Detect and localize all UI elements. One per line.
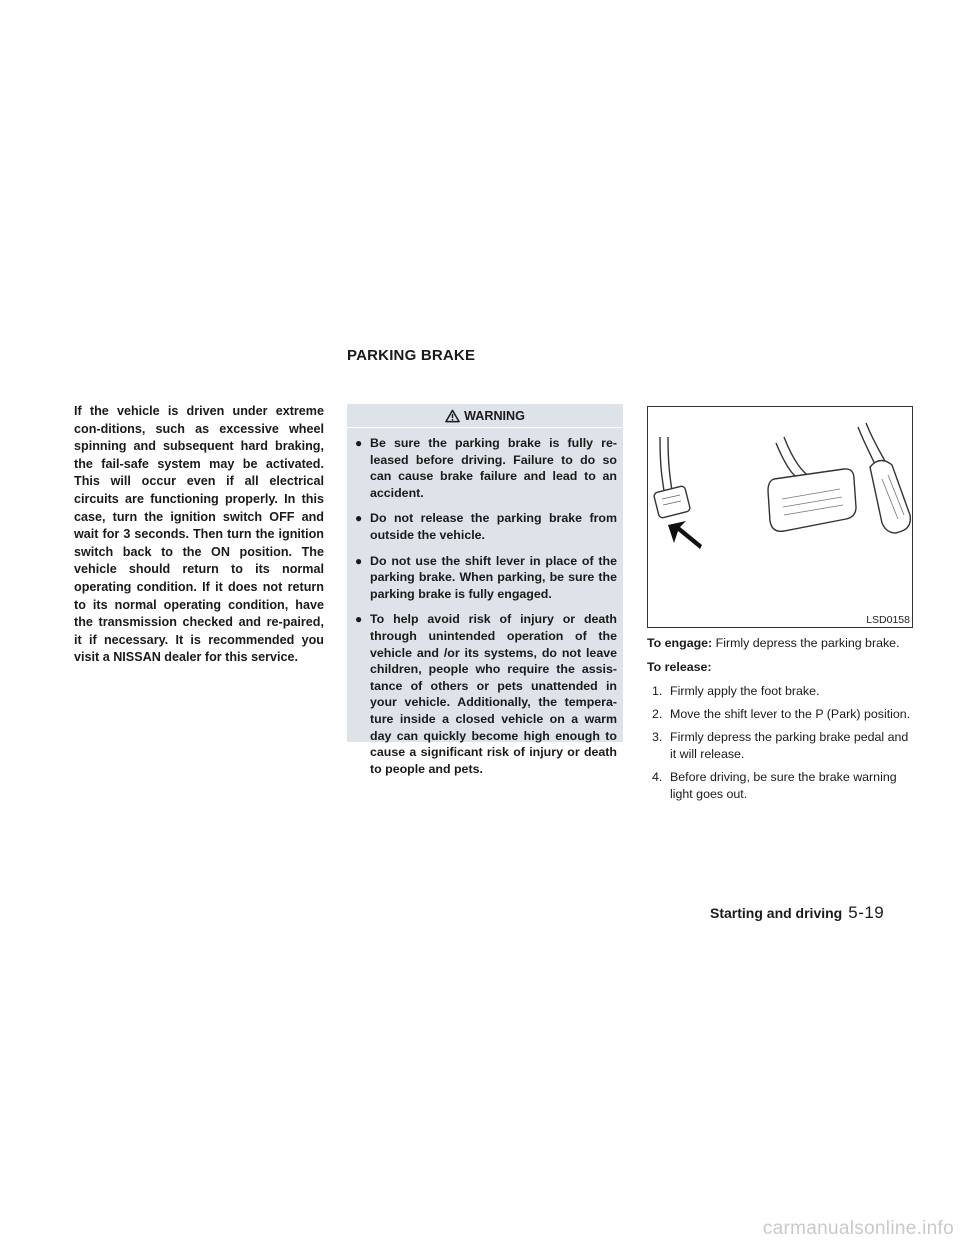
warning-item xyxy=(355,611,617,777)
warning-triangle-icon xyxy=(445,409,460,423)
step-text: Firmly depress the parking brake pedal and it will release. xyxy=(670,730,909,761)
warning-item-text: Do not release the parking brake from outside the vehicle. xyxy=(370,511,617,542)
pedals-drawing xyxy=(648,407,912,627)
bullet-icon: ● xyxy=(355,553,363,568)
warning-item-text: To help avoid risk of injury or death through unintended operation of the vehicle and /or its systems, do not leave children, people who require the assis-tance of others or pets unattended in your vehicle. Additionally, the tempera-ture inside a closed vehicle on a warm day can quickly become high enough to cause a significant risk of injury or death to people and pets. xyxy=(370,612,617,776)
release-step xyxy=(652,729,915,763)
engage-label: To engage: xyxy=(647,636,713,650)
bullet-icon: ● xyxy=(355,511,363,526)
instructions xyxy=(647,635,915,809)
warning-header xyxy=(347,404,623,428)
page-number: 5-19 xyxy=(848,903,885,922)
page-footer xyxy=(710,903,884,923)
release-steps xyxy=(647,683,915,803)
release-step xyxy=(652,769,915,803)
release-label: To release: xyxy=(647,660,712,674)
warning-item xyxy=(355,510,617,543)
release-step xyxy=(652,706,915,723)
engage-text: Firmly depress the parking brake. xyxy=(715,636,900,650)
parking-brake-illustration xyxy=(647,406,913,628)
warning-item-text: Be sure the parking brake is fully re-leased before driving. Failure to do so can cause brake failure and lead to an accident. xyxy=(370,436,617,500)
section-title: PARKING BRAKE xyxy=(347,347,476,364)
release-step xyxy=(652,683,915,700)
step-number: 1. xyxy=(652,684,663,698)
arrow-icon xyxy=(668,521,702,549)
watermark: carmanualsonline.info xyxy=(762,1218,954,1239)
figure-code: LSD0158 xyxy=(866,614,910,626)
step-number: 4. xyxy=(652,770,663,784)
fail-safe-paragraph: If the vehicle is driven under extreme con-ditions, such as excessive wheel spinning and subsequent hard braking, the fail-safe system may be activated. This will occur even if all electrical circuits are functioning properly. In this case, turn the ignition switch OFF and wait for 3 seconds. Then turn the ignition switch back to the ON position. The vehicle should return to its normal operating condition. If it does not return to its normal operating condition, have the transmission checked and re-paired, it if necessary. It is recommended you visit a NISSAN dealer for this service. xyxy=(74,404,324,665)
bullet-icon: ● xyxy=(355,612,363,627)
step-text: Move the shift lever to the P (Park) position. xyxy=(670,707,911,721)
step-text: Before driving, be sure the brake warning light goes out. xyxy=(670,770,897,801)
bullet-icon: ● xyxy=(355,436,363,450)
warning-item-text: Do not use the shift lever in place of the parking brake. When parking, be sure the parking brake is fully engaged. xyxy=(370,553,617,601)
step-number: 2. xyxy=(652,707,663,721)
accelerator-pedal xyxy=(870,460,910,533)
warning-item xyxy=(355,435,617,501)
step-text: Firmly apply the foot brake. xyxy=(670,684,820,698)
parking-brake-pedal xyxy=(653,486,690,519)
brake-pedal xyxy=(768,469,856,531)
warning-list xyxy=(347,428,623,777)
warning-item xyxy=(355,553,617,603)
step-number: 3. xyxy=(652,730,663,744)
engage-paragraph xyxy=(647,635,915,652)
warning-title: WARNING xyxy=(464,408,525,423)
warning-box xyxy=(347,404,623,776)
footer-section: Starting and driving xyxy=(710,905,843,921)
